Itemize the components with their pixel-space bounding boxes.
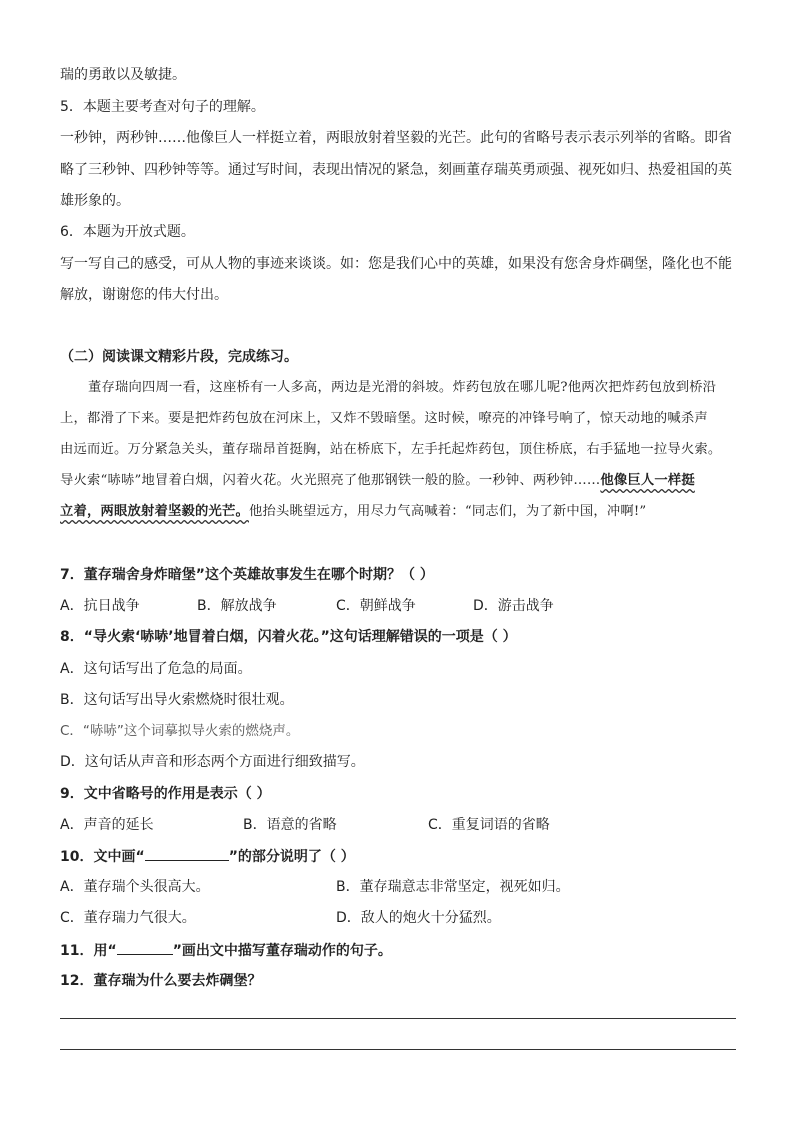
q9-option-a[interactable]: A．声音的延长 xyxy=(60,817,154,833)
q10-stem-start: 10．文中画“ xyxy=(60,849,145,865)
q7-option-b[interactable]: B．解放战争 xyxy=(197,598,277,614)
wavy-underlined-sentence: 立着，两眼放射着坚毅的光芒。 xyxy=(60,504,249,519)
q7-option-c[interactable]: C．朝鲜战争 xyxy=(336,598,416,614)
passage-text: 导火索“哧哧”地冒着白烟，闪着火花。火光照亮了他那钢铁一般的脸。一秒钟、两秒钟…… xyxy=(60,473,601,488)
passage-line xyxy=(60,471,695,491)
q10-option-c[interactable]: C．董存瑞力气很大。 xyxy=(60,910,196,926)
answer-5-title: 5．本题主要考查对句子的理解。 xyxy=(60,99,265,115)
answer-line[interactable] xyxy=(60,1018,736,1019)
text-line: 略了三秒钟、四秒钟等等。通过写时间，表现出情况的紧急，刻画董存瑞英勇顽强、视死如归、热爱祖国的英 xyxy=(60,162,732,178)
q7-option-a[interactable]: A．抗日战争 xyxy=(60,598,140,614)
q11-stem-end: ”画出文中描写董存瑞动作的句子。 xyxy=(172,943,392,959)
passage-text: 他抬头眺望远方，用尽力气高喊着：“同志们，为了新中国，冲啊!” xyxy=(248,504,647,519)
passage-line: 董存瑞向四周一看，这座桥有一人多高，两边是光滑的斜坡。炸药包放在哪儿呢?他两次把炸药包放到桥沿 xyxy=(88,380,717,395)
question-9: 9．文中省略号的作用是表示（ ） xyxy=(60,786,271,802)
q9-option-c[interactable]: C．重复词语的省略 xyxy=(428,817,550,833)
passage-line xyxy=(60,502,646,522)
text-line: 一秒钟，两秒钟……他像巨人一样挺立着，两眼放射着坚毅的光芒。此句的省略号表示表示列举的省略。即省 xyxy=(60,130,732,146)
q8-option-b[interactable]: B．这句话写出导火索燃烧时很壮观。 xyxy=(60,692,294,708)
q8-option-a[interactable]: A．这句话写出了危急的局面。 xyxy=(60,661,252,677)
answer-line[interactable] xyxy=(60,1049,736,1050)
text-line: 写一写自己的感受，可从人物的事迹来谈谈。如：您是我们心中的英雄，如果没有您舍身炸碉堡，隆化也不能 xyxy=(60,256,732,272)
answer-6-title: 6．本题为开放式题。 xyxy=(60,224,195,240)
q8-option-c[interactable]: C．“哧哧”这个词摹拟导火索的燃烧声。 xyxy=(60,723,300,739)
text-line: 解放，谢谢您的伟大付出。 xyxy=(60,287,228,303)
passage-line: 由远而近。万分紧急关头，董存瑞昂首挺胸，站在桥底下，左手托起炸药包，顶住桥底，右手猛地一拉导火索。 xyxy=(60,442,722,457)
question-7: 7．董存瑞舍身炸暗堡”这个英雄故事发生在哪个时期？（ ） xyxy=(60,567,434,583)
text-line: 瑞的勇敢以及敏捷。 xyxy=(60,67,186,83)
q10-option-b[interactable]: B．董存瑞意志非常坚定，视死如归。 xyxy=(336,879,570,895)
blank-line xyxy=(145,846,229,861)
q10-option-d[interactable]: D．敌人的炮火十分猛烈。 xyxy=(336,910,501,926)
question-11 xyxy=(60,940,392,961)
q8-option-d[interactable]: D．这句话从声音和形态两个方面进行细致描写。 xyxy=(60,754,365,770)
q11-stem-start: 11．用“ xyxy=(60,943,117,959)
q7-option-d[interactable]: D．游击战争 xyxy=(473,598,554,614)
q9-option-b[interactable]: B．语意的省略 xyxy=(243,817,337,833)
wavy-underlined-sentence: 他像巨人一样挺 xyxy=(600,473,695,488)
q10-stem-end: ”的部分说明了（ ） xyxy=(228,849,355,865)
blank-line xyxy=(117,940,173,955)
question-12: 12．董存瑞为什么要去炸碉堡？ xyxy=(60,973,262,989)
section-title: （二）阅读课文精彩片段，完成练习。 xyxy=(60,349,298,365)
text-line: 雄形象的。 xyxy=(60,193,130,209)
q10-option-a[interactable]: A．董存瑞个头很高大。 xyxy=(60,879,210,895)
passage-line: 上，都滑了下来。要是把炸药包放在河床上，又炸不毁暗堡。这时候，嘹亮的冲锋号响了，惊天动地的喊杀声 xyxy=(60,411,708,426)
question-10 xyxy=(60,846,355,867)
question-8: 8．“导火索‘哧哧’地冒着白烟，闪着火花。”这句话理解错误的一项是（ ） xyxy=(60,629,517,645)
